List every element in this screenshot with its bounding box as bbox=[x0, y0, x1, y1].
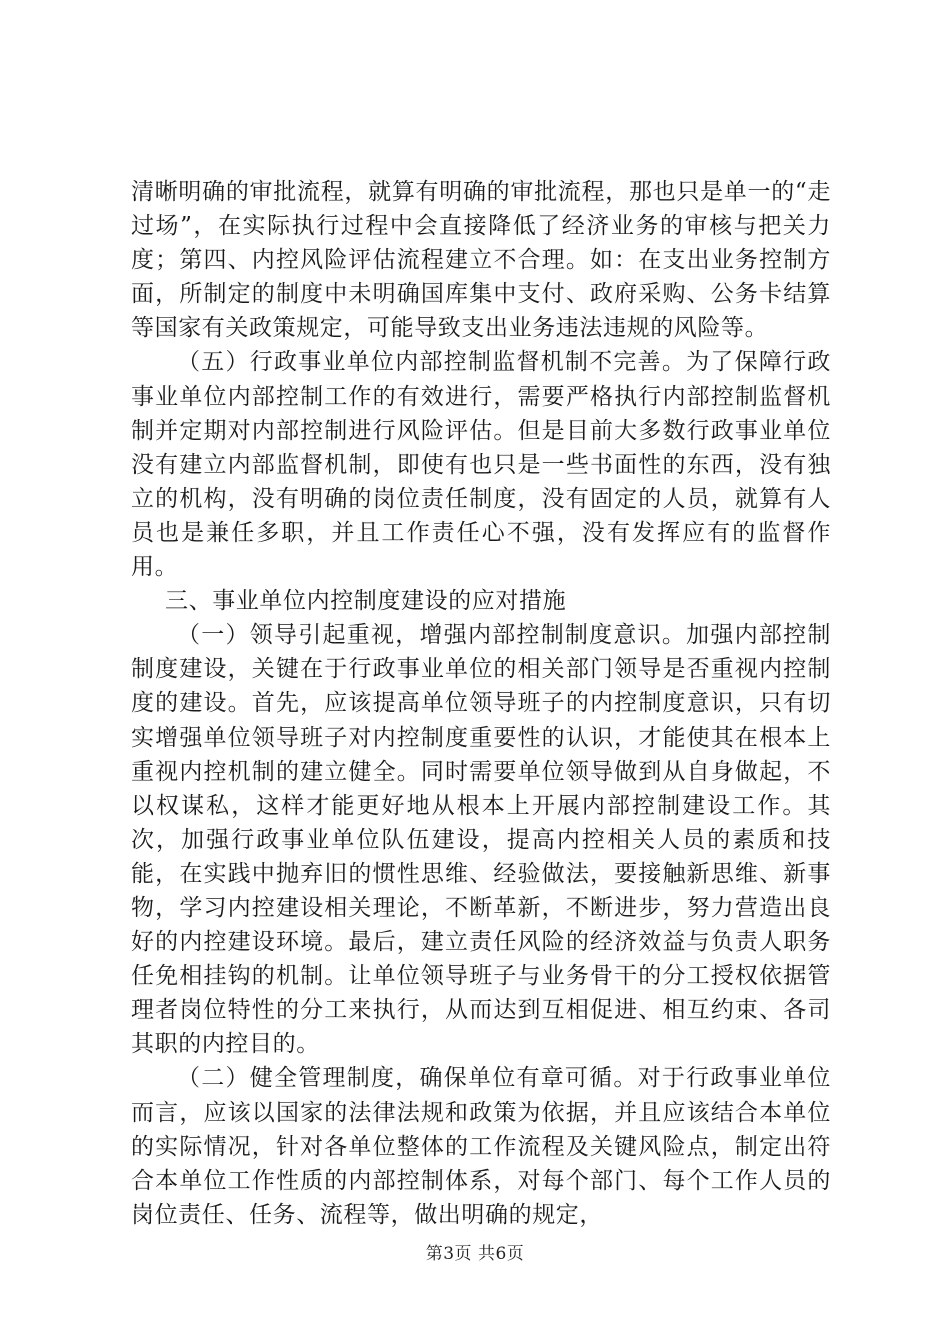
paragraph-leadership-awareness: （一）领导引起重视，增强内部控制制度意识。加强内部控制制度建设，关键在于行政事业单位的相关部门领导是否重视内控制度的建设。首先，应该提高单位领导班子的内控制度意识，只有切实增强单位领导班子对内控制度重要性的认识，才能使其在根本上重视内控机制的建立健全。同时需要单位领导做到从自身做起，不以权谋私，这样才能更好地从根本上开展内部控制建设工作。其次，加强行政事业单位队伍建设，提高内控相关人员的素质和技能，在实践中抛弃旧的惯性思维、经验做法，要接触新思维、新事物，学习内控建设相关理论，不断革新，不断进步，努力营造出良好的内控建设环境。最后，建立责任风险的经济效益与负责人职务任免相挂钩的机制。让单位领导班子与业务骨干的分工授权依据管理者岗位特性的分工来执行，从而达到互相促进、相互约束、各司其职的内控目的。 bbox=[131, 622, 831, 1058]
paragraph-supervision-mechanism: （五）行政事业单位内部控制监督机制不完善。为了保障行政事业单位内部控制工作的有效进行，需要严格执行内部控制监督机制并定期对内部控制进行风险评估。但是目前大多数行政事业单位没有建立内部监督机制，即使有也只是一些书面性的东西，没有独立的机构，没有明确的岗位责任制度，没有固定的人员，就算有人员也是兼任多职，并且工作责任心不强，没有发挥应有的监督作用。 bbox=[131, 349, 831, 581]
section-heading-countermeasures: 三、事业单位内控制度建设的应对措施 bbox=[165, 588, 567, 615]
document-body bbox=[131, 175, 831, 1232]
page-number-footer: 第3页 共6页 bbox=[425, 1244, 525, 1264]
paragraph-management-system: （二）健全管理制度，确保单位有章可循。对于行政事业单位而言，应该以国家的法律法规和政策为依据，并且应该结合本单位的实际情况，针对各单位整体的工作流程及关键风险点，制定出符合本单位工作性质的内部控制体系，对每个部门、每个工作人员的岗位责任、任务、流程等，做出明确的规定， bbox=[131, 1065, 831, 1228]
paragraph-continuation: 清晰明确的审批流程，就算有明确的审批流程，那也只是单一的“走过场”，在实际执行过程中会直接降低了经济业务的审核与把关力度；第四、内控风险评估流程建立不合理。如：在支出业务控制方面，所制定的制度中未明确国库集中支付、政府采购、公务卡结算等国家有关政策规定，可能导致支出业务违法违规的风险等。 bbox=[131, 179, 831, 342]
